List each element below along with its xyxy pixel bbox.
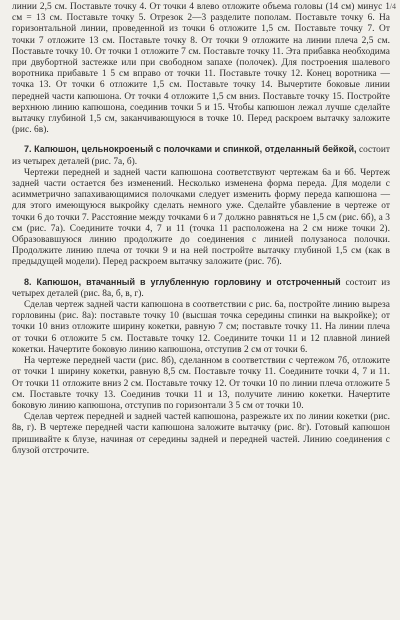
section-8-paragraph-2: На чертеже передней части (рис. 8б), сделанном в соответствии с чертежом 7б, отложите от точки 1 ширину кокетки, равную 8,5 см. Поставьте точку 11. Соедините точки 4, 7 и 11. От точки 11 отложите вниз 2 см. Поставьте точку 12. От точки 10 по линии плеча отложите 5 см. Поставьте точку 13. Соединив точки 11 и 13, получите линию кокетки. Начертите боковую линию капюшона, отступив по горизонтали 3 5 см от точки 10. <box>12 356 390 411</box>
section-8-subtitle: состоит из четырех деталей (рис. 8а, б, в, г). <box>12 277 391 299</box>
section-8-paragraph-3: Сделав чертеж передней и задней частей капюшона, разрежьте их по линии кокетки (рис. 8в, г). В чертеже передней части капюшона заложите вытачку (рис. 8г). Готовый капюшон пришивайте к блузе, начиная от середины задней и передней частей. Линию соединения с блузой отстрочите. <box>12 412 390 456</box>
section-7-subtitle: состоит из четырех деталей (рис. 7а, б). <box>12 145 390 167</box>
section-8-heading <box>12 277 390 300</box>
intro-paragraph: линии 2,5 см. Поставьте точку 4. От точки 4 влево отложите объема головы (14 см) минус 1 см = 13 см. Поставьте точку 5. Отрезок 2—3 разделите пополам. Поставьте точку 6. На горизонтальной линии, проведенной из точки 6 отложите 1,5 см. Поставьте точку 7. От точки 7 отложите 13 см. Поставьте точку 8. От точки 9 отложите на линии плеча 2,5 см. Поставьте точку 10. От точки 1 отложите 7 см. Поставьте точку 11. Эта прибавка необходима при двубортной застежке или при свободном запахе (полочек). Для построения шалевого воротника прибавьте 1 5 см вправо от точки 11. Поставьте точку 12. Конец воротника — точка 13. От точки 6 отложите 1,5 см. Поставьте точку 14. Вычертите боковые линии передней части капюшона. От точки 4 отложите 1,5 см вниз. Поставьте точку 15. Постройте верхнюю линию капюшона, соединив точки 5 и 15. Чтобы капюшон лежал лучше сделайте вытачку глубиной 1,5 см, заканчивающуюся в точке 10. Перед раскроем вытачку заложите (рис. 6в). <box>12 2 390 136</box>
section-8-paragraph-1: Сделав чертеж задней части капюшона в соответствии с рис. 6а, постройте линию выреза горловины (рис. 8а): поставьте точку 10 (высшая точка середины спинки на выкройке); от точки 10 вниз отложите ширину кокетки, равную 7 см; поставьте точку 11. На линии плеча от точки 6 отложите 5 см. Поставьте точку 12. Соедините точки 11 и 12 плавной линией кокетки. Начертите боковую линию капюшона, отступив 2 см от точки 6. <box>12 300 390 355</box>
section-8-title: 8. Капюшон, втачанный в углубленную горловину и отстроченный <box>24 276 341 287</box>
section-7-heading <box>12 144 390 167</box>
section-7-paragraph: Чертежи передней и задней части капюшона соответствуют чертежам 6а и 6б. Чертеж задней части остается без изменений. Несколько изменена форма переда. Для модели с асимметрично запахивающимися полочками следует изменить форму переда капюшона — для этого имеющуюся выкройку сделать немного уже. Сделайте убавление в чертеже от точки 6 до точки 7. Расстояние между точками 6 и 7 должно равняться не 1,5 см (рис. 6б), а 3 см (рис. 7а). Соедините точки 4, 7 и 11 (точка 11 расположена на 2 см ниже точки 2). Образовавшуюся линию продолжите до соединения с линией полузаноса полочки. Продолжите линию плеча от точки 9 и на ней постройте вытачку глубиной 1,5 см (как в предыдущей модели). Перед раскроем вытачку заложите (рис. 7б). <box>12 167 390 268</box>
page-number: /4 <box>389 2 396 11</box>
section-7-title: 7. Капюшон, цельнокроеный с полочками и спинкой, отделанный бейкой, <box>24 144 357 155</box>
